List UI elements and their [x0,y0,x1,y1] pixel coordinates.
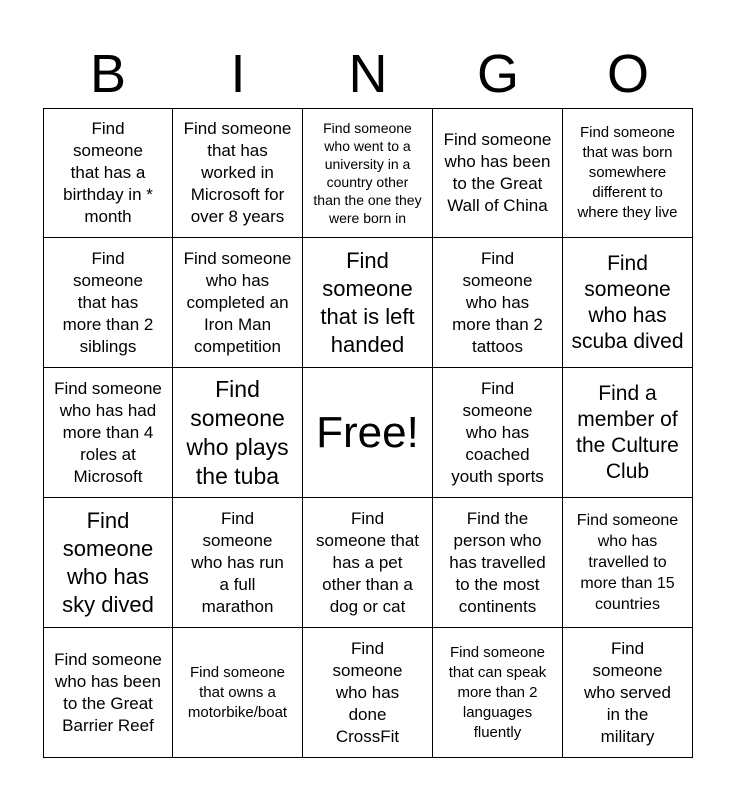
bingo-cell[interactable] [173,628,303,758]
header-letter-g: G [476,44,519,104]
bingo-cell[interactable] [563,238,693,368]
cell-text: Find someone who has been to the Great Wall of China [443,130,552,215]
bingo-header [43,40,693,108]
bingo-cell[interactable] [173,108,303,238]
cell-text: Find someone who has run a full marathon [191,508,284,616]
bingo-cell[interactable] [433,628,563,758]
cell-text: Find someone who has completed an Iron Man competition [183,248,292,356]
bingo-cell[interactable] [433,238,563,368]
header-letter-n: N [348,44,388,104]
bingo-cell[interactable] [43,108,173,238]
header-letter-b: B [89,44,127,104]
bingo-cell[interactable] [43,498,173,628]
cell-text: Find someone that has a birthday in * month [63,119,153,226]
bingo-cell[interactable] [563,498,693,628]
cell-text: Find someone who has had more than 4 roles at Microsoft [54,378,162,486]
bingo-cell[interactable] [433,368,563,498]
bingo-cell[interactable] [43,238,173,368]
cell-text: Find someone who has sky dived [62,507,154,617]
bingo-cell[interactable] [173,368,303,498]
cell-text: Find someone who plays the tuba [186,375,289,489]
cell-text: Find a member of the Culture Club [576,381,679,483]
cell-text: Find someone who has done CrossFit [332,638,403,746]
bingo-cell[interactable] [563,368,693,498]
bingo-cell[interactable] [433,108,563,238]
bingo-cell[interactable] [43,628,173,758]
cell-text: Find someone who has travelled to more than 15 countries [576,512,679,613]
header-letter-i: I [230,44,246,104]
bingo-grid [43,108,693,758]
cell-text: Find someone that was born somewhere different to where they live [577,124,678,221]
cell-text: Find someone who served in the military [584,638,671,746]
bingo-free-cell[interactable] [303,368,433,498]
bingo-cell[interactable] [303,108,433,238]
bingo-cell[interactable] [563,628,693,758]
cell-text: Find someone that has more than 2 siblings [62,248,154,356]
cell-text: Find someone who has more than 2 tattoos [452,248,543,356]
header-letter-o: O [606,44,649,104]
cell-text: Find the person who has travelled to the most continents [449,508,546,616]
bingo-cell[interactable] [433,498,563,628]
cell-text: Find someone who has coached youth sports [451,378,544,486]
cell-text: Find someone who has been to the Great Barrier Reef [54,649,162,735]
bingo-cell[interactable] [43,368,173,498]
cell-text: Find someone that is left handed [320,247,415,357]
bingo-cell[interactable] [173,498,303,628]
cell-text: Find someone that can speak more than 2 languages fluently [448,643,547,741]
bingo-cell[interactable] [563,108,693,238]
cell-text: Find someone who went to a university in a country other than the one they were born in [313,120,422,226]
bingo-cell[interactable] [303,498,433,628]
cell-text: Find someone that has a pet other than a dog or cat [315,508,419,616]
cell-text: Find someone that owns a motorbike/boat [187,663,288,721]
cell-text: Find someone that has worked in Microsoft for over 8 years [183,119,292,226]
bingo-cell[interactable] [173,238,303,368]
bingo-cell[interactable] [303,238,433,368]
cell-text: Find someone who has scuba dived [571,251,684,353]
bingo-cell[interactable] [303,628,433,758]
free-cell-text: Free! [316,407,419,457]
